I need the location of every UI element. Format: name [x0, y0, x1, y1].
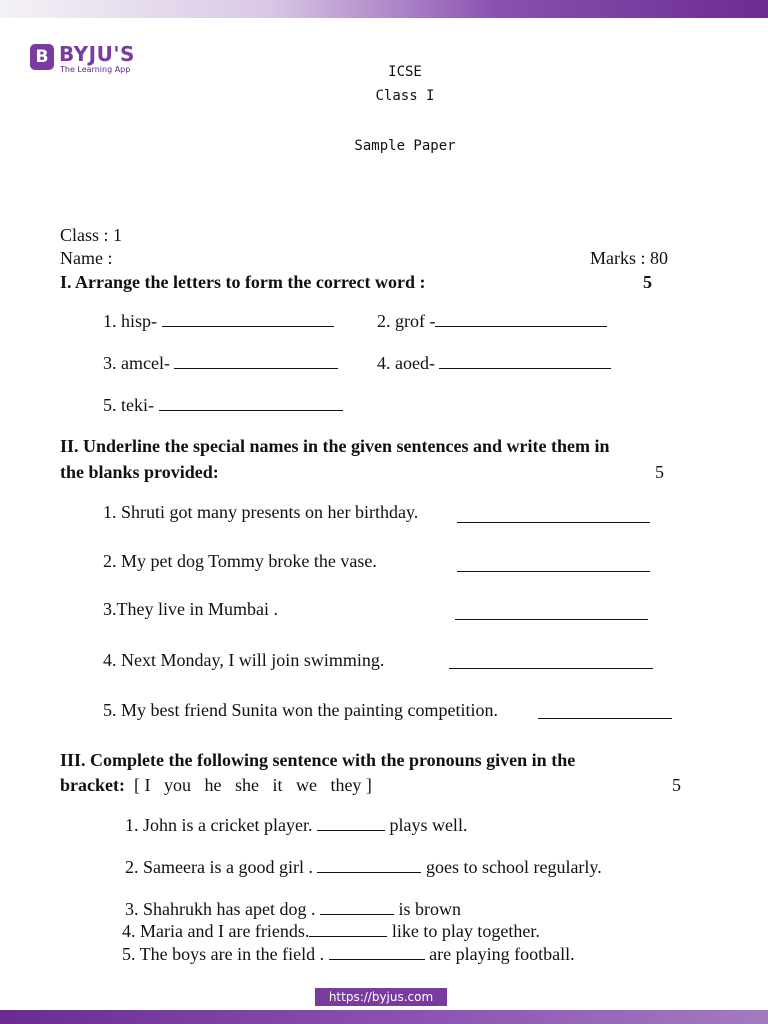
answer-blank [320, 900, 394, 915]
section3-title: III. Complete the following sentence with the pronouns given in the [60, 750, 576, 770]
header-board: ICSE [388, 64, 422, 80]
answer-blank [174, 354, 338, 369]
top-decorative-bar [0, 0, 768, 18]
section2-item: 4. Next Monday, I will join swimming. [103, 650, 385, 670]
answer-blank [435, 312, 607, 327]
answer-blank [455, 605, 648, 620]
section1-marks: 5 [643, 272, 652, 292]
section3-marks: 5 [672, 775, 681, 795]
section1-item: 1. hisp- [103, 311, 334, 332]
section1-title: I. Arrange the letters to form the correct word : [60, 272, 426, 292]
answer-blank [317, 858, 421, 873]
answer-blank [538, 704, 672, 719]
answer-blank [329, 945, 425, 960]
answer-blank [439, 354, 611, 369]
section1-item: 2. grof - [377, 311, 607, 332]
section2-marks: 5 [655, 462, 664, 482]
section2-item: 1. Shruti got many presents on her birthday. [103, 502, 419, 522]
name-label: Name : [60, 248, 113, 268]
logo-tagline: The Learning App [60, 65, 131, 74]
section2-item: 3.They live in Mumbai . [103, 599, 278, 619]
section1-item: 5. teki- [103, 395, 343, 416]
section2-title-cont: the blanks provided: [60, 462, 219, 482]
footer-url[interactable]: https://byjus.com [315, 988, 447, 1006]
section3-item: 1. John is a cricket player. plays well. [125, 815, 468, 835]
section3-item: 5. The boys are in the field . are playing football. [122, 944, 575, 964]
section3-title-cont: bracket: [ I you he she it we they ] [60, 775, 372, 795]
answer-blank [309, 922, 387, 937]
answer-blank [457, 508, 650, 523]
total-marks: Marks : 80 [590, 248, 668, 268]
answer-blank [159, 396, 343, 411]
section1-item: 4. aoed- [377, 353, 611, 374]
byjus-logo [30, 42, 170, 82]
answer-blank [317, 816, 385, 831]
section3-item: 2. Sameera is a good girl . goes to school regularly. [125, 857, 602, 877]
answer-blank [162, 312, 334, 327]
pronoun-bracket: [ I you he she it we they ] [133, 775, 372, 795]
section2-item: 2. My pet dog Tommy broke the vase. [103, 551, 377, 571]
header-title: Sample Paper [354, 138, 456, 154]
section2-title: II. Underline the special names in the given sentences and write them in [60, 436, 610, 456]
answer-blank [457, 557, 650, 572]
logo-name: BYJU'S [59, 42, 135, 66]
section1-item: 3. amcel- [103, 353, 338, 374]
section2-item: 5. My best friend Sunita won the painting competition. [103, 700, 498, 720]
class-label: Class : 1 [60, 225, 123, 245]
section3-item: 4. Maria and I are friends. like to play together. [122, 921, 540, 941]
section3-item: 3. Shahrukh has apet dog . is brown [125, 899, 461, 919]
bottom-decorative-bar [0, 1010, 768, 1024]
logo-mark: B [30, 44, 54, 70]
header-class: Class I [375, 88, 435, 104]
answer-blank [449, 654, 653, 669]
